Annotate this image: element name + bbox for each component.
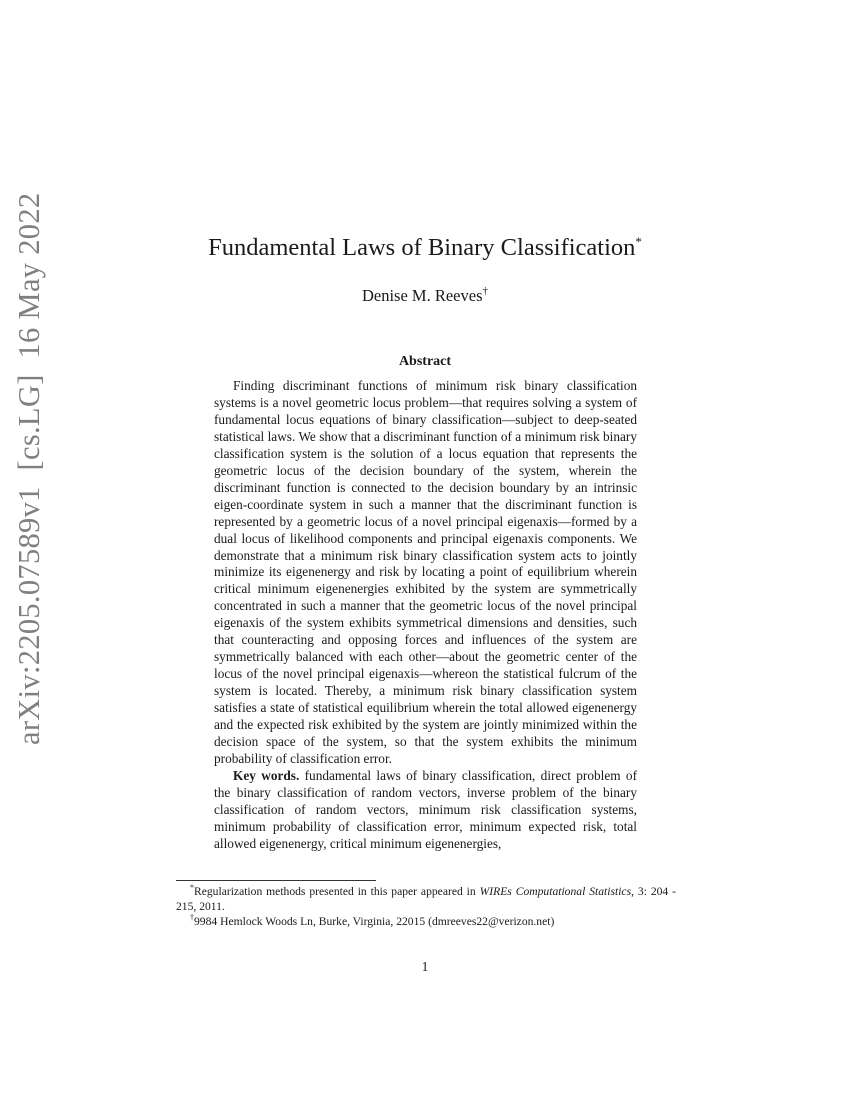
footnote-2-text: 9984 Hemlock Woods Ln, Burke, Virginia, 22015 (dmreeves22@verizon.net) <box>194 915 555 928</box>
footnote-1-marker: * <box>190 883 194 892</box>
footnotes <box>176 884 676 929</box>
arxiv-identifier-stamp: arXiv:2205.07589v1 [cs.LG] 16 May 2022 <box>12 192 46 745</box>
title-footnote-marker[interactable]: * <box>635 234 642 249</box>
footnote-1-journal: WIREs Computational Statistics <box>479 885 632 898</box>
footnote-2-marker: † <box>190 913 194 922</box>
abstract-heading: Abstract <box>398 354 452 369</box>
paper-title <box>0 232 850 264</box>
abstract-paragraph: Finding discriminant functions of minimum risk binary classification systems is a novel geometric locus problem—that requires solving a system of fundamental locus equations of binary classification—subject to deep-seated statistical laws. We show that a discriminant function of a minimum risk binary classification system is the solution of a locus equation that represents the geometric locus of the decision boundary of the system, wherein the discriminant function is connected to the decision boundary by an intrinsic eigen-coordinate system in such a manner that the discriminant function is represented by a geometric locus of a novel principal eigenaxis—formed by a dual locus of likelihood components and principal eigenaxis components. We demonstrate that a minimum risk binary classification system acts to jointly minimize its eigenenergy and risk by locating a point of equilibrium wherein critical minimum eigenenergies exhibited by the system are symmetrically concentrated in such a manner that the geometric locus of the novel principal eigenaxis of the system exhibits symmetrical dimensions and densities, such that counteracting and opposing forces and influences of the system are symmetrically balanced with each other—about the geometric center of the locus of the novel principal eigenaxis—whereon the statistical fulcrum of the system is located. Thereby, a minimum risk binary classification system satisfies a state of statistical equilibrium wherein the total allowed eigenenergy and the expected risk exhibited by the system are jointly minimized within the decision space of the system, so that the system exhibits the minimum probability of classification error. <box>214 378 637 766</box>
footnote-1-text: Regularization methods presented in this paper appeared in <box>194 885 476 898</box>
abstract-section <box>214 378 637 853</box>
keywords-text: fundamental laws of binary classification, direct problem of the binary classification of random vectors, inverse problem of the binary classification of random vectors, minimum risk classification systems, minimum probability of classification error, minimum expected risk, total allowed eigenenergy, critical minimum eigenenergies, <box>214 767 638 851</box>
paper-title-text: Fundamental Laws of Binary Classification <box>208 234 636 261</box>
page-number: 1 <box>421 959 429 974</box>
footnote-separator <box>176 880 376 881</box>
keywords-label: Key words. <box>233 767 300 783</box>
footnote-1 <box>176 884 676 914</box>
footnote-1-details: , 3: 204 - 215, 2011. <box>176 885 676 913</box>
author-name <box>0 285 850 307</box>
author-footnote-marker[interactable]: † <box>482 285 488 297</box>
footnote-2 <box>176 914 676 929</box>
author-name-text: Denise M. Reeves <box>361 286 483 305</box>
keywords-paragraph <box>214 768 637 853</box>
